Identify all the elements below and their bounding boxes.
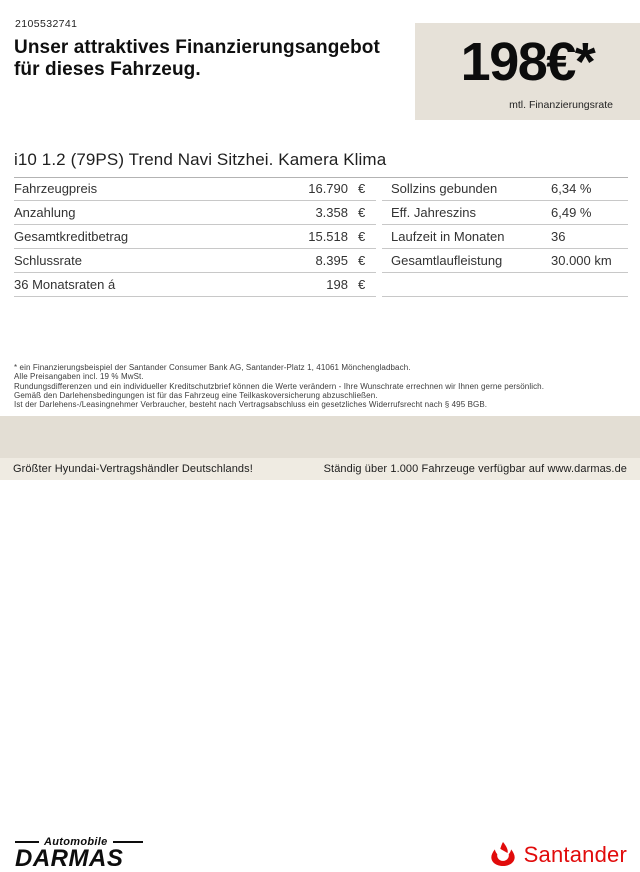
finance-row-jahreszins <box>382 201 628 225</box>
finance-row-unit: € <box>358 253 366 268</box>
monthly-rate-value: 198€* <box>460 32 595 92</box>
vehicle-title: i10 1.2 (79PS) Trend Navi Sitzhei. Kamera Klima <box>14 150 628 178</box>
page-title-line1: Unser attraktives Finanzierungsangebot <box>14 37 380 58</box>
finance-row-gesamtkreditbetrag <box>14 225 376 249</box>
page-title-line2: für dieses Fahrzeug. <box>14 59 201 80</box>
finance-row-unit: € <box>358 229 366 244</box>
darmas-logo-rule-right <box>113 841 143 843</box>
tagline-right: Ständig über 1.000 Fahrzeuge verfügbar auf www.darmas.de <box>323 463 627 475</box>
finance-row-value: 6,34 % <box>551 181 592 196</box>
finance-table-left <box>14 177 376 297</box>
finance-row-label: Laufzeit in Monaten <box>391 229 505 244</box>
finance-row-value: 6,49 % <box>551 205 592 220</box>
finance-row-gesamtlaufleistung <box>382 249 628 273</box>
finance-row-label: Sollzins gebunden <box>391 181 498 196</box>
finance-row-label: Fahrzeugpreis <box>14 181 98 196</box>
finance-row-label: Eff. Jahreszins <box>391 205 477 220</box>
finance-row-fahrzeugpreis <box>14 177 376 201</box>
finance-row-unit: € <box>358 181 366 196</box>
finance-row-label: Gesamtkreditbetrag <box>14 229 129 244</box>
finance-row-value: 15.518 <box>308 229 348 244</box>
darmas-logo <box>15 836 143 870</box>
monthly-rate-box <box>415 23 640 120</box>
santander-logo <box>489 842 627 867</box>
fineprint-line: Ist der Darlehens-/Leasingnehmer Verbraucher, besteht nach Vertragsabschluss ein gesetzliches Widerrufsrecht nach § 495 BGB. <box>14 400 488 410</box>
finance-row-schlussrate <box>14 249 376 273</box>
fineprint-line: * ein Finanzierungsbeispiel der Santander Consumer Bank AG, Santander-Platz 1, 41061 Mönchengladbach. <box>14 363 411 372</box>
santander-flame-icon <box>489 842 517 867</box>
finance-row-label: Gesamtlaufleistung <box>391 253 503 268</box>
finance-row-value: 8.395 <box>315 253 348 268</box>
santander-wordmark: Santander <box>523 841 627 867</box>
finance-table-right <box>382 177 628 297</box>
finance-row-empty <box>382 273 628 297</box>
darmas-logo-rule-left <box>15 841 39 843</box>
tagline-left: Größter Hyundai-Vertragshändler Deutschlands! <box>13 463 253 475</box>
finance-row-sollzins <box>382 177 628 201</box>
finance-row-value: 36 <box>551 229 566 244</box>
finance-row-label: Anzahlung <box>14 205 76 220</box>
finance-row-anzahlung <box>14 201 376 225</box>
finance-row-laufzeit <box>382 225 628 249</box>
darmas-logo-top <box>15 836 143 848</box>
finance-row-value: 16.790 <box>308 181 348 196</box>
page-title <box>14 37 380 81</box>
finance-row-value: 198 <box>326 277 348 292</box>
fineprint-line: Rundungsdifferenzen und ein individueller Kreditschutzbrief können die Werte verändern - Ihre Wunschrate errechnen wir Ihnen gerne persönlich. <box>14 381 545 391</box>
bottom-tagline-bar <box>0 458 640 480</box>
legal-fineprint <box>14 363 626 409</box>
finance-row-label: 36 Monatsraten á <box>14 277 116 292</box>
finance-row-value: 3.358 <box>315 205 348 220</box>
fineprint-line: Alle Preisangaben incl. 19 % MwSt. <box>14 372 144 382</box>
fineprint-line: Gemäß den Darlehensbedingungen ist für das Fahrzeug eine Teilkaskoversicherung abzuschließen. <box>14 390 378 400</box>
finance-row-value: 30.000 km <box>551 253 612 268</box>
finance-row-unit: € <box>358 277 366 292</box>
finance-row-label: Schlussrate <box>14 253 82 268</box>
document-number: 2105532741 <box>15 18 78 30</box>
finance-row-monatsraten <box>14 273 376 297</box>
darmas-logo-wordmark: DARMAS <box>15 845 124 872</box>
darmas-logo-automobile: Automobile <box>44 836 108 848</box>
finance-row-unit: € <box>358 205 366 220</box>
finance-tables <box>14 177 628 297</box>
monthly-rate-caption: mtl. Finanzierungsrate <box>509 99 613 111</box>
